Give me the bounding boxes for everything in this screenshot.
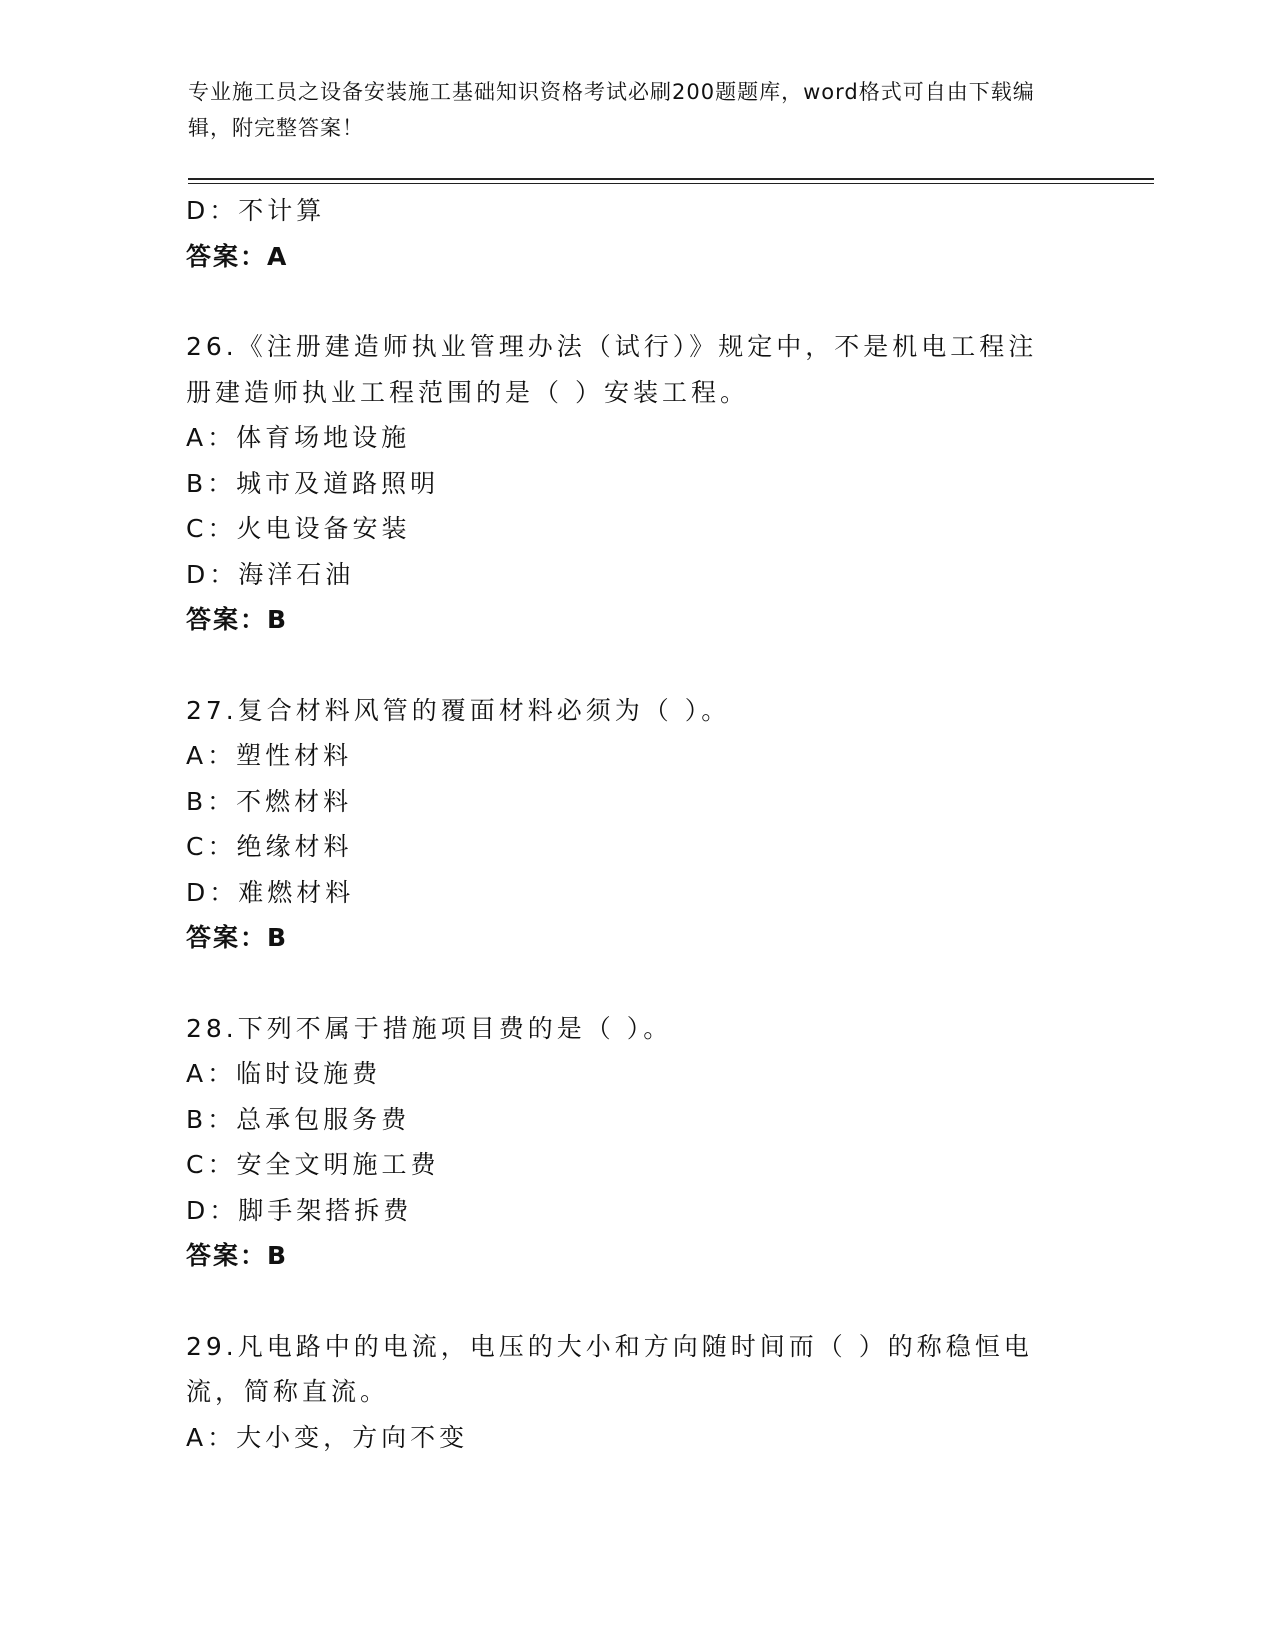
option-a: A：临时设施费 xyxy=(186,1059,382,1088)
question-27 xyxy=(186,688,1086,961)
question-text: 27.复合材料风管的覆面材料必须为（ ）。 xyxy=(186,695,731,725)
option-d: D：难燃材料 xyxy=(186,877,355,907)
answer: 答案：A xyxy=(186,241,289,271)
question-text: 28.下列不属于措施项目费的是（ ）。 xyxy=(186,1013,673,1043)
option-a: A：体育场地设施 xyxy=(186,423,411,452)
document-body xyxy=(186,188,1086,1460)
question-text: 29.凡电路中的电流，电压的大小和方向随时间而（ ）的称稳恒电流，简称直流。 xyxy=(186,1331,1033,1406)
answer: 答案：B xyxy=(186,1241,289,1270)
option-a: A：塑性材料 xyxy=(186,741,353,770)
option-a: A：大小变，方向不变 xyxy=(186,1422,469,1452)
answer: 答案：B xyxy=(186,605,289,634)
question-text: 26.《注册建造师执业管理办法（试行）》规定中，不是机电工程注册建造师执业工程范围的是（ ）安装工程。 xyxy=(186,332,1038,407)
option-b: B：总承包服务费 xyxy=(186,1104,411,1134)
option-b: B：不燃材料 xyxy=(186,786,353,816)
option-d: D：脚手架搭拆费 xyxy=(186,1195,413,1225)
option-c: C：绝缘材料 xyxy=(186,832,353,861)
option-c: C：安全文明施工费 xyxy=(186,1150,440,1179)
question-26 xyxy=(186,324,1086,643)
option-c: C：火电设备安装 xyxy=(186,514,411,543)
option-d: D：不计算 xyxy=(186,196,326,225)
option-d: D：海洋石油 xyxy=(186,559,355,589)
question-29 xyxy=(186,1324,1086,1461)
header-rule-thin xyxy=(188,183,1154,184)
option-b: B：城市及道路照明 xyxy=(186,468,440,498)
header-rule-thick xyxy=(188,178,1154,180)
document-header: 专业施工员之设备安装施工基础知识资格考试必刷200题题库，word格式可自由下载编辑，附完整答案！ xyxy=(188,80,1035,140)
question-28 xyxy=(186,1006,1086,1279)
answer: 答案：B xyxy=(186,923,289,952)
